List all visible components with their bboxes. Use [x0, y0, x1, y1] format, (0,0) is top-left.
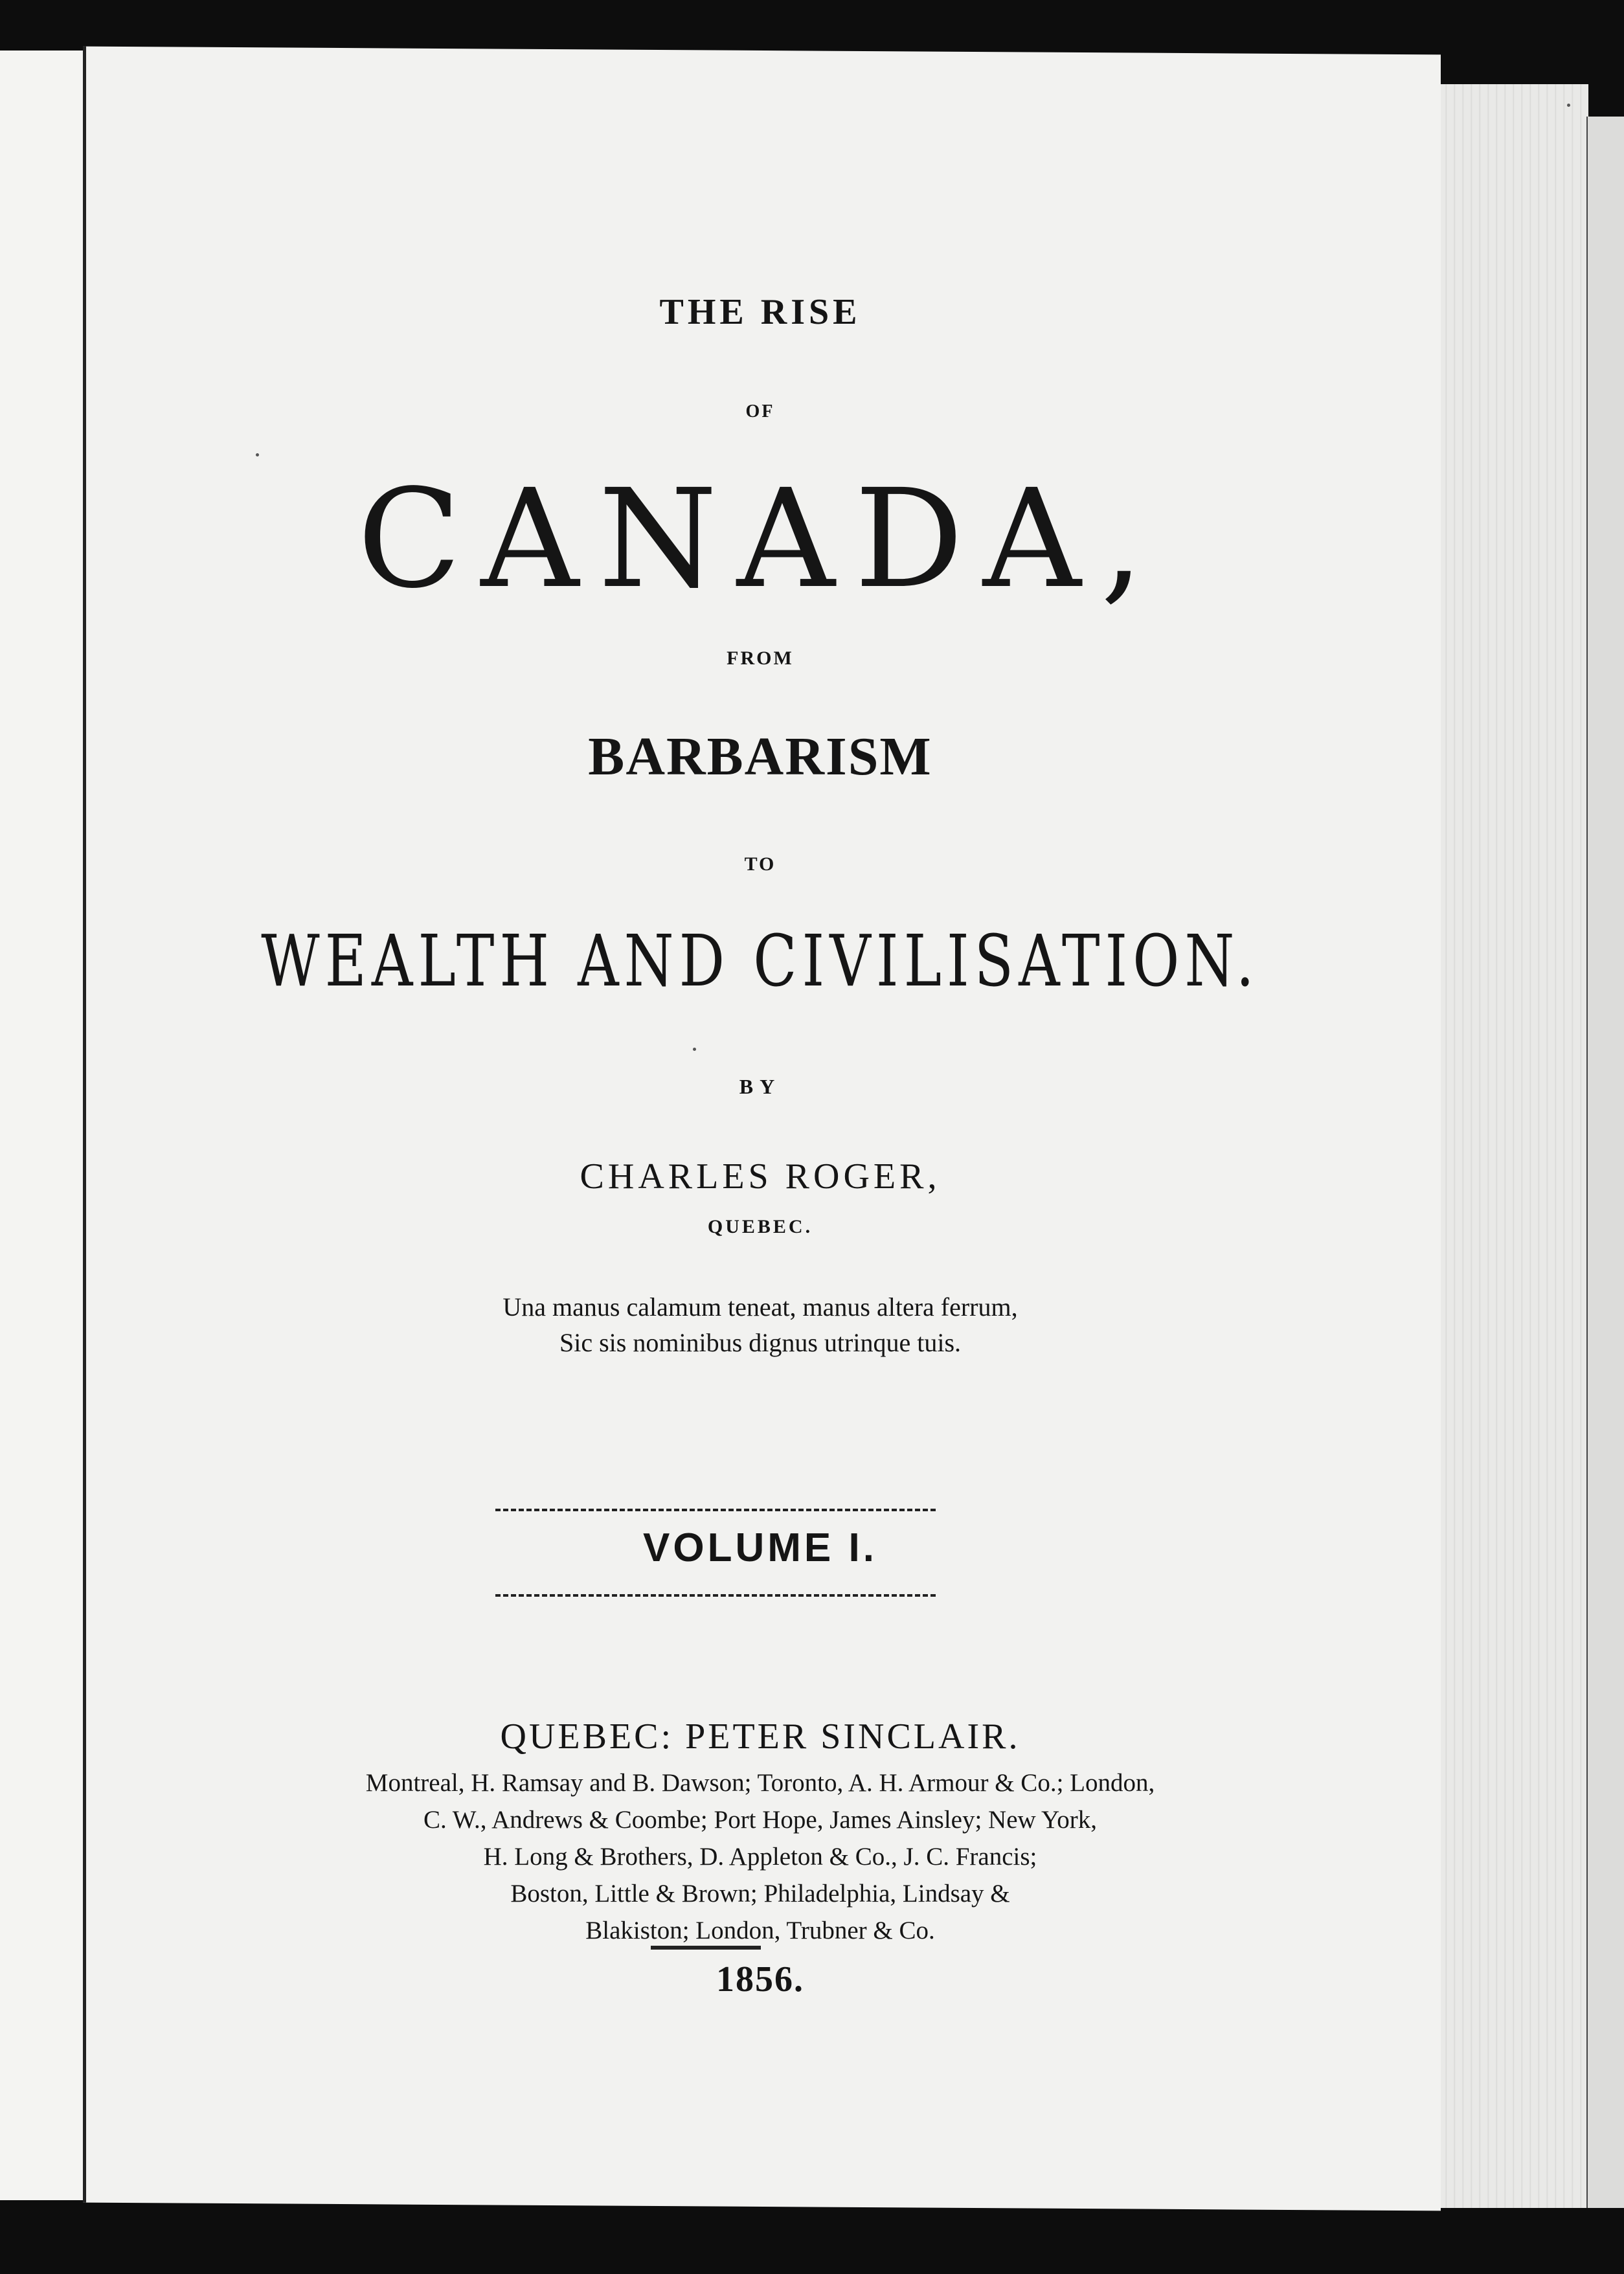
- publisher-line: QUEBEC: PETER SINCLAIR.: [500, 1717, 1021, 1757]
- book-edge: [1586, 117, 1624, 2208]
- title-line-barbarism: BARBARISM: [588, 726, 932, 787]
- title-line-from: FROM: [727, 647, 794, 669]
- byline-by: BY: [739, 1075, 782, 1098]
- imprint-block: [83, 1764, 1438, 1949]
- title-line-canada: CANADA,: [357, 460, 1164, 618]
- dashed-rule-bottom: [495, 1594, 936, 1597]
- dashed-rule-top: [495, 1509, 936, 1511]
- imprint-line: Montreal, H. Ramsay and B. Dawson; Toronto, A. H. Armour & Co.; London,: [365, 1769, 1155, 1797]
- imprint-line: Boston, Little & Brown; Philadelphia, Lindsay &: [510, 1880, 1010, 1908]
- title-line-to: TO: [744, 853, 776, 875]
- publication-year: 1856.: [716, 1959, 804, 1999]
- volume-label: VOLUME I.: [643, 1525, 877, 1570]
- imprint-line: Blakiston; London, Trubner & Co.: [585, 1917, 935, 1944]
- short-rule: [651, 1946, 761, 1950]
- title-line-of: OF: [745, 401, 775, 422]
- imprint-line: C. W., Andrews & Coombe; Port Hope, James Ainsley; New York,: [423, 1806, 1097, 1834]
- paper-speck: [256, 453, 259, 456]
- title-line-wealth: WEALTH AND CIVILISATION.: [261, 919, 1259, 1002]
- motto-line: Sic sis nominibus dignus utrinque tuis.: [559, 1328, 962, 1357]
- motto-line: Una manus calamum teneat, manus altera ferrum,: [502, 1292, 1018, 1322]
- title-line-the-rise: THE RISE: [659, 292, 861, 332]
- paper-speck: [693, 1048, 696, 1051]
- author-place: QUEBEC.: [707, 1216, 813, 1237]
- imprint-line: H. Long & Brothers, D. Appleton & Co., J. C. Francis;: [483, 1843, 1037, 1871]
- paper-speck: [1567, 104, 1570, 107]
- author-name: CHARLES ROGER,: [580, 1156, 941, 1197]
